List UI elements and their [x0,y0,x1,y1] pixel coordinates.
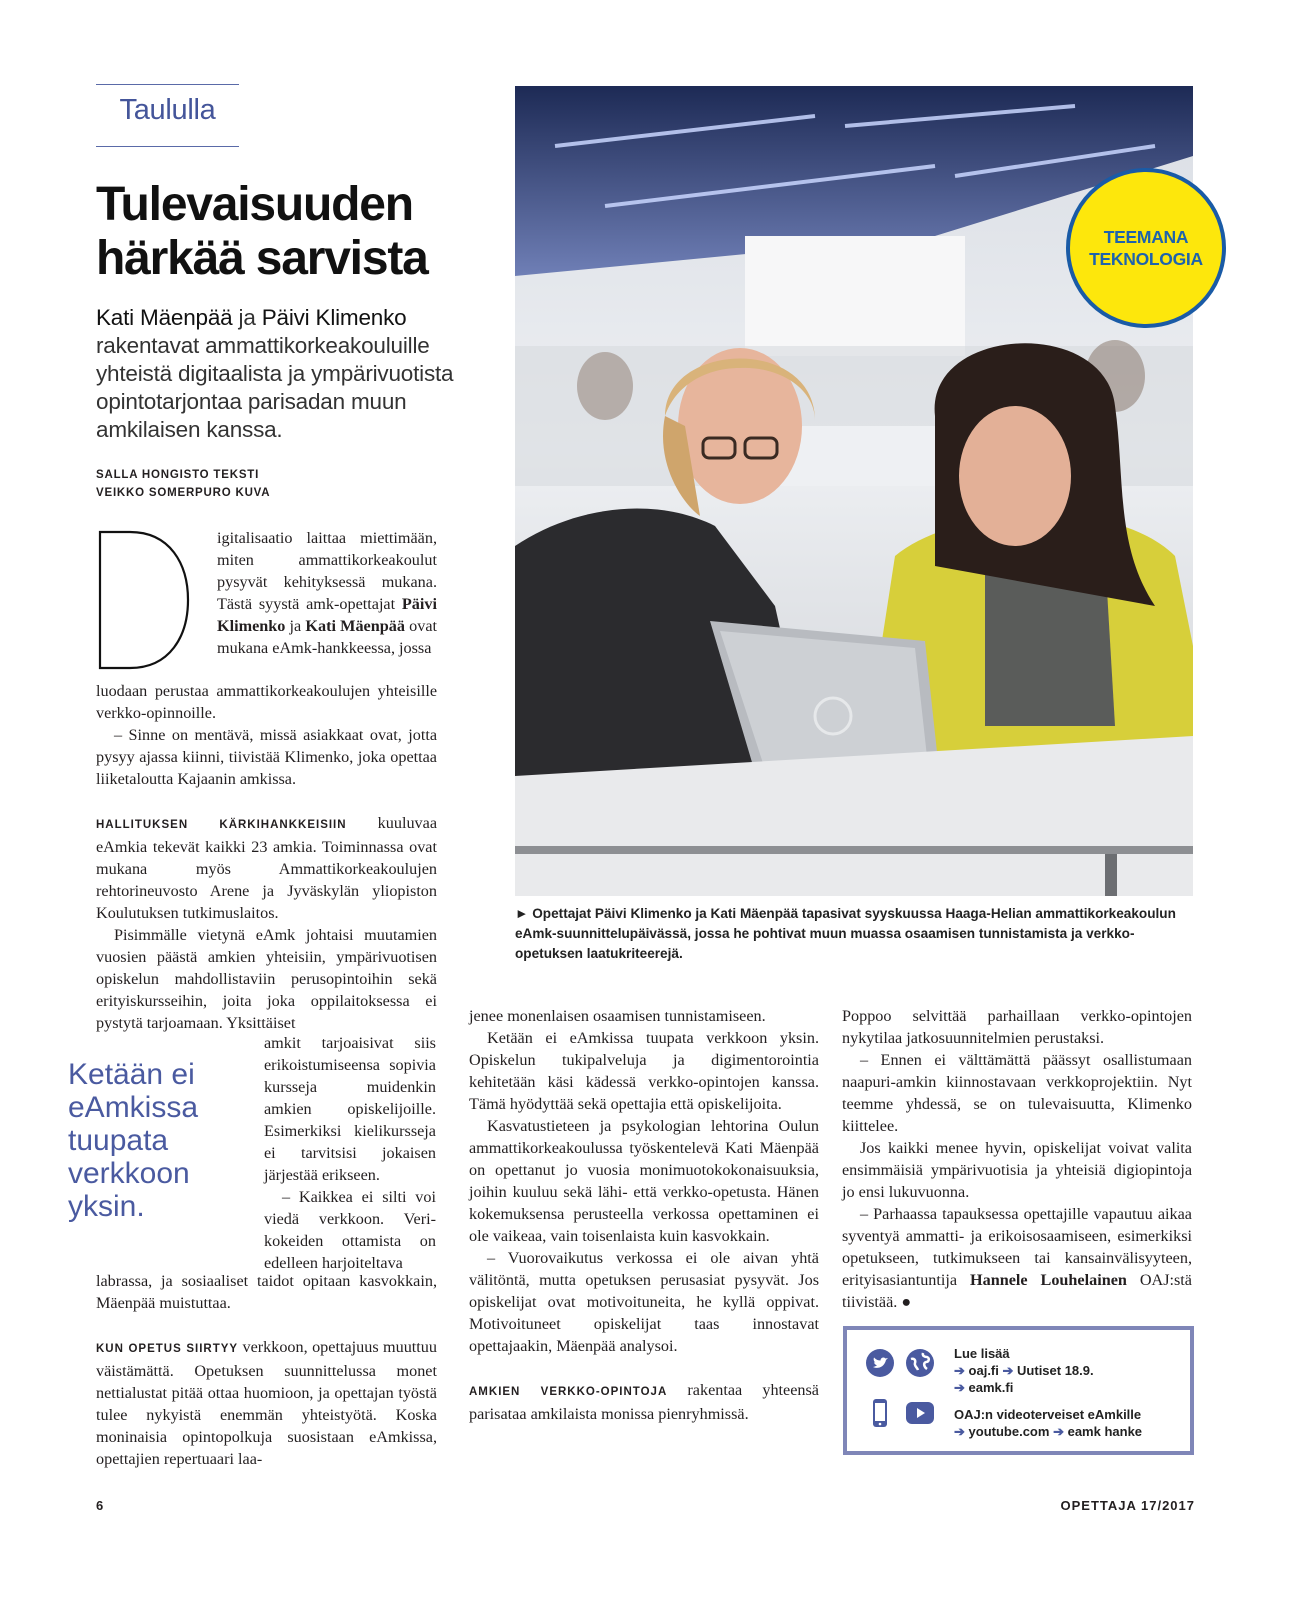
youtube-icon[interactable] [905,1398,935,1428]
link-youtube[interactable]: ➔ youtube.com ➔ eamk hanke [954,1424,1143,1439]
theme-badge [1066,168,1226,328]
paragraph: – Sinne on mentävä, missä asiakkaat ovat, jotta pysyy ajassa kiinni, tiivistää Klimenko, joka opettaa liiketaloutta Kajaanin amkissa. [96,726,437,788]
article-column-3 [842,1005,1192,1313]
phone-icon[interactable] [865,1398,895,1428]
video-links [954,1406,1142,1440]
lead-text: rakentavat ammattikorkeakouluille yhteistä digitaalista ja ympärivuotista opintotarjontaa parisadan muun amkilaisen kanssa. [96,333,454,442]
paragraph: Poppoo selvittää parhaillaan verkko-opintojen nykytilaa jatkosuunnitelmien perustaksi. [842,1007,1192,1047]
link-oaj[interactable]: ➔ oaj.fi ➔ Uutiset 18.9. [954,1363,1094,1378]
issue-label: OPETTAJA 17/2017 [1060,1498,1195,1513]
paragraph: labrassa, ja sosiaaliset taidot opitaan kasvokkain, Mäenpää muistuttaa. [96,1272,437,1312]
section-label: Taululla [119,94,216,126]
arrow-right-icon: ➔ [954,1380,965,1395]
lead-name-1: Kati Mäenpää [96,305,233,330]
paragraph: – Parhaassa tapauksessa opettajille vapautuu aikaa syventyä ammatti- ja erikoisosaamiseen, esimerkiksi opetukseen, tutkimukseen tai kansainvälisyyteen, erityisasiantuntija Hannele Louhelainen OAJ:stä tiivistää. ● [842,1205,1192,1311]
section-rule-top [96,84,239,85]
credit-text: SALLA HONGISTO TEKSTI [96,469,260,481]
paragraph: igitalisaatio laittaa miettimään, miten ammattikorkeakoulut pysyvät kehityksessä mukana. Tästä syystä amk-opettajat Päivi Klimenko ja Kati Mäenpää ovat mukana eAmk-hankkeessa, jossa [217,529,437,657]
headline-line-2: härkää sarvista [96,232,428,285]
article-column-1-bottom [96,1270,437,1470]
paragraph: Ketään ei eAmkissa tuupata verkkoon yksin. Opiskelun tukipalveluja ja digimentorointia kehitetään käsi kädessä verkko-opintojen kanssa. Tämä hyödyttää sekä opettajia että opiskelijoita. [469,1029,819,1113]
paragraph: AMKIEN VERKKO-OPINTOJA rakentaa yhteensä parisataa amkilaista monissa pienryhmissä. [469,1381,819,1423]
paragraph: – Vuorovaikutus verkossa ei ole aivan yhtä välitöntä, mutta opetuksen perusasiat pysyvät. Jos opiskelijat ovat motivoituneita, he kyllä oppivat. Motivoituneet opiskelijat taas innostavat opettajaakin, Mäenpää analysoi. [469,1249,819,1355]
paragraph: HALLITUKSEN KÄRKIHANKKEISIIN kuuluvaa eAmkia tekevät kaikki 23 amkia. Toiminnassa ovat mukana myös Ammattikorkeakoulujen rehtorineuvosto Arene ja Jyväskylän yliopiston Koulutuksen tutkimuslaitos. [96,814,437,922]
paragraph: amkit tarjoaisivat siis erikoistumiseensa sopivia kursseja muidenkin amkien opiskelijoille. Esimerkiksi kielikursseja ei tarvitsisi jokaisen järjestää erikseen. [264,1034,436,1184]
article-column-2 [469,1005,819,1425]
headline [96,178,496,286]
lead-name-2: Päivi Klimenko [261,305,407,330]
paragraph: KUN OPETUS SIIRTYY verkkoon, opettajuus muuttuu väistämättä. Opetuksen suunnittelussa monet nettialustat pitää ottaa huomioon, ja opettajan työstä tulee nykyistä enemmän yhteistyötä. Koska moninaisia opintopolkuja suosistaan eAmkissa, opettajien repertuaari laa- [96,1338,437,1468]
lead-conjunction: ja [238,305,256,330]
read-more-links [954,1345,1094,1396]
credits [96,466,436,502]
read-more-title: Lue lisää [954,1346,1010,1361]
name-louhelainen: Hannele Louhelainen [970,1271,1127,1289]
article-column-1 [217,527,437,659]
paragraph: Jos kaikki menee hyvin, opiskelijat voivat valita ensimmäisiä ympärivuotisia ja yhteisiä digiopintoja jo ensi lukuvuonna. [842,1139,1192,1201]
lead-in: KUN OPETUS SIIRTYY [96,1343,239,1355]
name-klimenko: Päivi Klimenko [217,595,437,635]
credit-photo: VEIKKO SOMERPURO KUVA [96,487,271,499]
dropcap-letter [98,530,190,670]
page-number: 6 [96,1498,105,1513]
link-eamk[interactable]: ➔ eamk.fi [954,1380,1014,1395]
lead-in: HALLITUKSEN KÄRKIHANKKEISIIN [96,819,347,831]
name-maenpaa: Kati Mäenpää [305,617,405,635]
photo-caption: ► Opettajat Päivi Klimenko ja Kati Mäenpää tapasivat syyskuussa Haaga-Helian ammattikorkeakoulun eAmk-suunnittelupäivässä, jossa he pohtivat muun muassa osaamisen tunnistamista ja verkko-opetuksen laatukriteerejä. [515,906,1176,961]
arrow-right-icon: ➔ [1002,1363,1014,1378]
lead-paragraph [96,304,466,444]
read-more-box [843,1326,1194,1455]
headline-line-1: Tulevaisuuden [96,178,413,231]
twitter-icon[interactable] [865,1348,895,1378]
paragraph: – Kaikkea ei silti voi viedä verkkoon. Verikokeiden ottamista on edelleen harjoiteltava [264,1188,436,1272]
arrow-right-icon: ➔ [1053,1424,1064,1439]
paragraph: jenee monenlaisen osaamisen tunnistamiseen. [469,1007,766,1025]
video-title: OAJ:n videoterveiset eAmkille [954,1407,1142,1422]
lead-in: AMKIEN VERKKO-OPINTOJA [469,1386,668,1398]
article-column-1-narrow [264,1032,436,1274]
globe-icon[interactable] [905,1348,935,1378]
pull-quote: Ketään ei eAmkissa tuupata verkkoon yksin. [68,1058,199,1223]
arrow-right-icon: ➔ [954,1424,965,1439]
section-rule-bottom [96,146,239,147]
badge-line-2: TEKNOLOGIA [1089,249,1203,269]
paragraph: luodaan perustaa ammattikorkeakoulujen yhteisille verkko-opinnoille. [96,682,437,722]
badge-line-1: TEEMANA [1103,227,1189,247]
arrow-right-icon: ➔ [954,1363,965,1378]
article-column-1-wide [96,680,437,1034]
paragraph: Pisimmälle vietynä eAmk johtaisi muutamien vuosien päästä amkien yhteisiin, ympärivuotisen opiskelun mahdollistaviin perusopintoihin sekä erityiskursseihin, joita joka oppilaitoksessa ei pystytä tarjoamaan. Yksittäiset [96,926,437,1032]
paragraph: – Ennen ei välttämättä päässyt osallistumaan naapuri-amkin kiinnostavaan verkkoprojektiin. Nyt teemme yhdessä, se on tulevaisuutta, Klimenko kiittelee. [842,1051,1192,1135]
paragraph: Kasvatustieteen ja psykologian lehtorina Oulun ammattikorkeakoulussa työskentelevä Kati Mäenpää on opettanut jo vuosia monimuotokokonaisuuksia, joihin kuuluu sekä lähi- että verkko-opetusta. Hänen kokemuksensa perusteella verkossa opettaminen ei ole vaikeaa, vain toisenlaista kuin kasvokkain. [469,1117,819,1245]
